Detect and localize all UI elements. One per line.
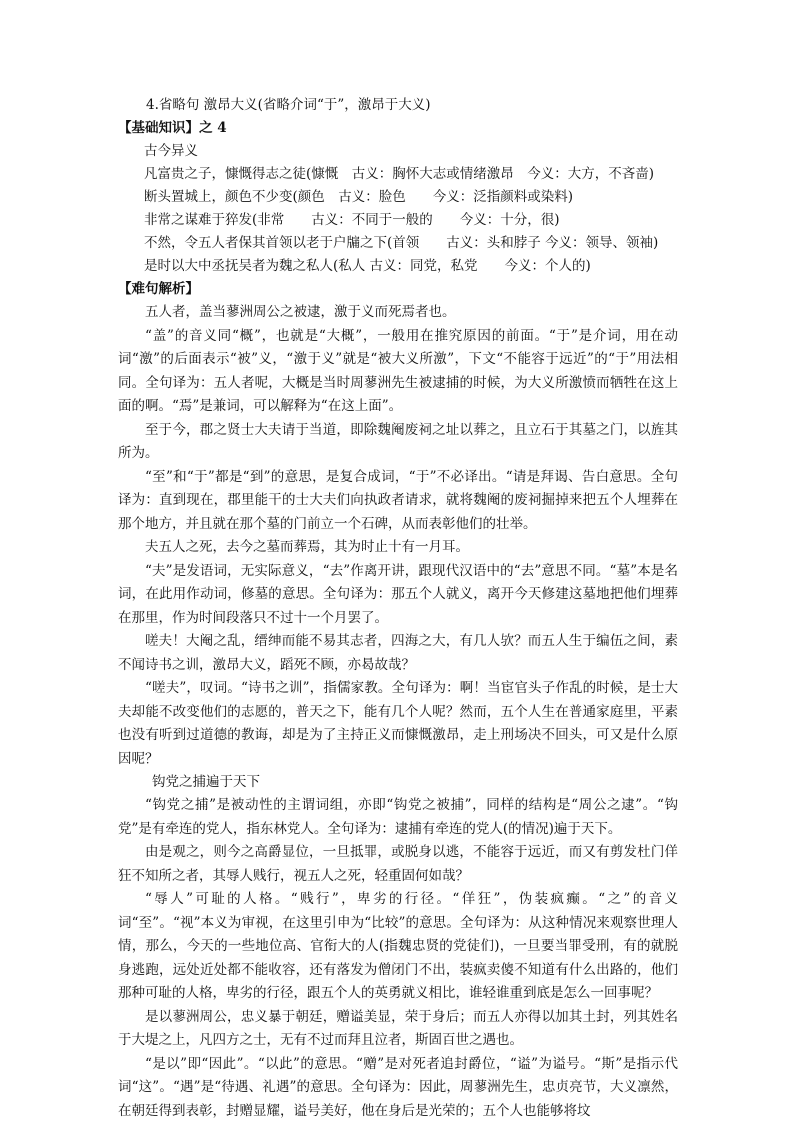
gujin-item: 非常之谋难于猝发(非常 古义：不同于一般的 今义：十分，很) bbox=[144, 212, 560, 228]
gujin-item: 断头置城上，颜色不少变(颜色 古义：脸色 今义：泛指颜料或染料) bbox=[144, 189, 574, 205]
section-title: 4.省略句 激昂大义(省略介词“于”，激昂于大义) bbox=[146, 97, 431, 113]
gujin-heading: 古今异义 bbox=[144, 143, 198, 159]
gujin-item: 不然，令五人者保其首领以老于户牖之下(首领 古义：头和脖子 今义：领导、领袖) bbox=[144, 235, 659, 251]
document-page bbox=[118, 94, 678, 1123]
gujin-item: 是时以大中丞抚吴者为魏之私人(私人 古义：同党，私党 今义：个人的) bbox=[144, 258, 591, 274]
original-sentence: 由是观之，则今之高爵显位，一旦抵罪，或脱身以逃，不能容于远近，而又有剪发杜门佯狂不知所之者，其辱人贱行，视五人之死，轻重固何如哉？ bbox=[118, 844, 678, 884]
original-sentence: 夫五人之死，去今之墓而葬焉，其为时止十有一月耳。 bbox=[145, 539, 469, 555]
explanation-paragraph: “辱人”可耻的人格。“贱行”，卑劣的行径。“佯狂”，伪装疯癫。“之”的音义词“至”。“视”本义为审视，在这里引申为“比较”的意思。全句译为：从这种情况来观察世理人情，那么，今天的一些地位高、官衔大的人(指魏忠贤的党徒们)，一旦要当罪受刑，有的就脱身逃跑，远处近处都不能收容，还有落发为僧闭门不出，装疯卖傻不知道有什么出路的，他们那种可耻的人格，卑劣的行径，跟五个人的英勇就义相比，谁轻谁重到底是怎么一回事呢？ bbox=[118, 891, 678, 1001]
explanation-paragraph: “钩党之捕”是被动性的主谓词组，亦即“钩党之被捕”，同样的结构是“周公之逮”。“钩党”是有牵连的党人，指东林党人。全句译为：逮捕有牵连的党人(的情况)遍于天下。 bbox=[118, 797, 678, 837]
explanation-paragraph: “夫”是发语词，无实际意义，“去”作离开讲，跟现代汉语中的“去”意思不同。“墓”本是名词，在此用作动词，修墓的意思。全句译为：那五个人就义，离开今天修建这墓地把他们埋葬在那里，作为时间段落只不过十一个月罢了。 bbox=[118, 562, 678, 626]
original-sentence: 至于今，郡之贤士大夫请于当道，即除魏阉废祠之址以葬之，且立石于其墓之门，以旌其所为。 bbox=[118, 421, 678, 461]
original-sentence: 嗟夫！大阉之乱，缙绅而能不易其志者，四海之大，有几人欤？而五人生于编伍之间，素不闻诗书之训，激昂大义，蹈死不顾，亦曷故哉？ bbox=[118, 633, 678, 673]
original-sentence: 五人者，盖当蓼洲周公之被逮，激于义而死焉者也。 bbox=[145, 304, 456, 320]
sub-heading: 钩党之捕遍于天下 bbox=[152, 774, 260, 790]
explanation-paragraph: “嗟夫”，叹词。“诗书之训”，指儒家教。全句译为：啊！当宦官头子作乱的时候，是士大夫却能不改变他们的志愿的，普天之下，能有几个人呢？然而，五个人生在普通家庭里，平素也没有听到过道德的教诲，却是为了主持正义而慷慨激昂，走上刑场决不回头，可又是什么原因呢？ bbox=[118, 680, 678, 767]
gujin-item: 凡富贵之子，慷慨得志之徒(慷慨 古义：胸怀大志或情绪激昂 今义：大方，不吝啬) bbox=[144, 166, 655, 182]
explanation-paragraph: “是以”即“因此”。“以此”的意思。“赠”是对死者追封爵位，“谥”为谥号。“斯”是指示代词“这”。“遇”是“待遇、礼遇”的意思。全句译为：因此，周蓼洲先生，忠贞亮节，大义凛然，在朝廷得到表彰，封赠显耀，谥号美好，他在身后是光荣的；五个人也能够将坟 bbox=[118, 1055, 678, 1119]
explanation-paragraph: “至”和“于”都是“到”的意思，是复合成词，“于”不必译出。“请是拜谒、告白意思。全句译为：直到现在，郡里能干的士大夫们向执政者请求，就将魏阉的废祠掘掉来把五个人埋葬在那个地方，并且就在那个墓的门前立一个石碑，从而表彰他们的壮举。 bbox=[118, 468, 678, 532]
difficult-sentence-heading: 【难句解析】 bbox=[118, 281, 199, 297]
explanation-paragraph: “盖”的音义同“概”，也就是“大概”，一般用在推究原因的前面。“于”是介词，用在动词“激”的后面表示“被”义，“激于义”就是“被大义所激”，下文“不能容于远近”的“于”用法相同。全句译为：五人者呢，大概是当时周蓼洲先生被逮捕的时候，为大义所激愤而牺牲在这上面的啊。“焉”是兼词，可以解释为“在这上面”。 bbox=[118, 327, 678, 414]
basic-knowledge-heading: 【基础知识】之 4 bbox=[118, 120, 227, 136]
original-sentence: 是以蓼洲周公，忠义暴于朝廷，赠谥美显，荣于身后；而五人亦得以加其土封，列其姓名于大堤之上，凡四方之士，无有不过而拜且泣者，斯固百世之遇也。 bbox=[118, 1008, 678, 1048]
